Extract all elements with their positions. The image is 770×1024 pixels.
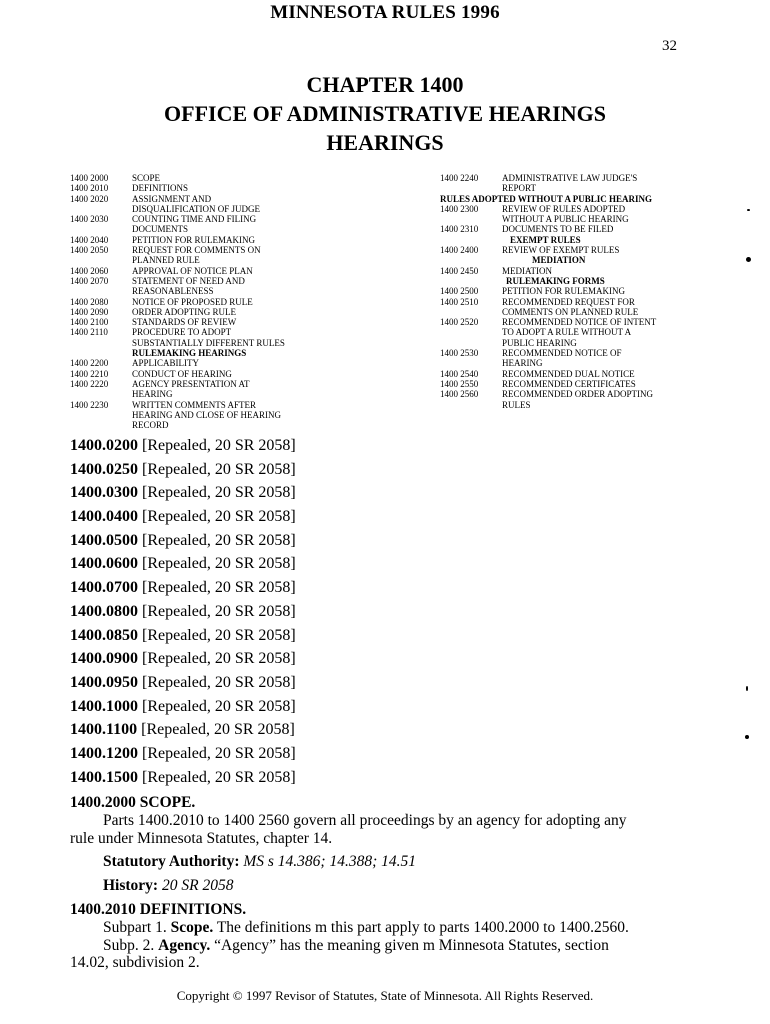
- toc-part-title: CONDUCT OF HEARING: [132, 368, 232, 379]
- repealed-note: [Repealed, 20 SR 2058]: [142, 744, 296, 762]
- toc-part-title: APPROVAL OF NOTICE PLAN: [132, 265, 253, 276]
- repealed-part: [70, 529, 670, 553]
- toc-part-number: 1400 2220: [70, 378, 109, 389]
- toc-entry: [440, 297, 760, 307]
- repealed-part: [70, 624, 670, 648]
- toc-entry: [70, 235, 430, 245]
- toc-part-title: ASSIGNMENT AND: [132, 193, 212, 204]
- toc-part-number: [440, 358, 502, 368]
- toc-part-title: PETITION FOR RULEMAKING: [502, 286, 625, 297]
- statutory-authority-label: Statutory Authority:: [103, 853, 240, 871]
- toc-entry: [70, 276, 430, 286]
- repealed-part-number: 1400.0850: [70, 626, 138, 644]
- toc-part-number: 1400 2300: [440, 203, 479, 214]
- toc-entry: [70, 183, 430, 193]
- history: [70, 877, 690, 895]
- toc-part-title: NOTICE OF PROPOSED RULE: [132, 296, 253, 307]
- toc-entry: [440, 214, 760, 224]
- toc-part-number: [70, 389, 132, 399]
- repealed-note: [Repealed, 20 SR 2058]: [142, 531, 296, 549]
- section-heading-scope: 1400.2000 SCOPE.: [70, 794, 196, 811]
- toc-group-heading: RULES ADOPTED WITHOUT A PUBLIC HEARING: [440, 193, 652, 204]
- toc-entry: [440, 266, 760, 276]
- toc-part-number: [70, 420, 132, 430]
- toc-entry: [440, 276, 760, 286]
- repealed-part-number: 1400.0800: [70, 602, 138, 620]
- scope-paragraph-line1: Parts 1400.2010 to 1400 2560 govern all proceedings by an agency for adopting any: [103, 811, 627, 829]
- repealed-parts-list: [70, 434, 670, 789]
- repealed-part: [70, 505, 670, 529]
- toc-part-number: [440, 307, 502, 317]
- toc-entry: [70, 214, 430, 224]
- repealed-part: [70, 647, 670, 671]
- subpart-2-label: Agency.: [158, 936, 211, 954]
- toc-part-number: 1400 2510: [440, 296, 479, 307]
- toc-entry: [440, 204, 760, 214]
- toc-entry: [70, 204, 430, 214]
- toc-part-number: 1400 2200: [70, 358, 109, 369]
- scan-speck: [746, 257, 751, 262]
- toc-part-number: [70, 410, 132, 420]
- page-number: 32: [662, 38, 677, 54]
- toc-entry: [70, 255, 430, 265]
- toc-part-number: [440, 276, 502, 286]
- toc-part-number: 1400 2030: [70, 214, 109, 225]
- toc-group-heading: RULEMAKING HEARINGS: [132, 348, 247, 359]
- toc-part-number: 1400 2400: [440, 245, 479, 256]
- repealed-part-number: 1400.1200: [70, 744, 138, 762]
- toc-entry: [70, 297, 430, 307]
- repealed-part-number: 1400.0700: [70, 579, 138, 597]
- toc-part-number: 1400 2090: [70, 306, 109, 317]
- toc-left-column: [70, 173, 430, 430]
- toc-part-number: 1400 2310: [440, 224, 479, 235]
- repealed-part: [70, 742, 670, 766]
- repealed-note: [Repealed, 20 SR 2058]: [141, 721, 295, 739]
- toc-part-number: 1400 2540: [440, 368, 479, 379]
- toc-entry: [70, 379, 430, 389]
- toc-entry: [440, 183, 760, 193]
- toc-part-number: 1400 2450: [440, 265, 479, 276]
- chapter-title: CHAPTER 1400: [306, 72, 464, 97]
- running-head: MINNESOTA RULES 1996: [270, 2, 500, 23]
- toc-part-number: [70, 286, 132, 296]
- repealed-part: [70, 434, 670, 458]
- toc-part-title: RECOMMENDED ORDER ADOPTING: [502, 389, 654, 400]
- toc-entry: [70, 224, 430, 234]
- toc-part-title: STANDARDS OF REVIEW: [132, 317, 237, 328]
- toc-entry: [440, 245, 760, 255]
- toc-entry: [70, 266, 430, 276]
- repealed-part: [70, 481, 670, 505]
- toc-part-number: [440, 235, 502, 245]
- toc-entry: [440, 348, 760, 358]
- chapter-subtitle: HEARINGS: [326, 130, 444, 155]
- repealed-part-number: 1400.0200: [70, 437, 138, 454]
- toc-part-title: RULEMAKING FORMS: [506, 275, 605, 286]
- toc-part-title: PETITION FOR RULEMAKING: [132, 234, 255, 245]
- toc-part-title: TO ADOPT A RULE WITHOUT A: [502, 327, 632, 338]
- repealed-part-number: 1400.0900: [70, 650, 138, 668]
- toc-part-number: 1400 2040: [70, 234, 109, 245]
- toc-entry: [440, 400, 760, 410]
- toc-part-number: 1400 2100: [70, 317, 109, 328]
- toc-part-number: [70, 255, 132, 265]
- repealed-note: [Repealed, 20 SR 2058]: [142, 697, 296, 715]
- toc-part-title: REVIEW OF EXEMPT RULES: [502, 245, 620, 256]
- toc-entry: [70, 389, 430, 399]
- repealed-part-number: 1400.1100: [70, 721, 138, 739]
- copyright-footer: Copyright © 1997 Revisor of Statutes, State of Minnesota. All Rights Reserved.: [176, 988, 594, 1003]
- toc-part-title: WRITTEN COMMENTS AFTER: [132, 399, 257, 410]
- toc-part-title: COUNTING TIME AND FILING: [132, 214, 257, 225]
- toc-part-title: SCOPE: [132, 173, 161, 183]
- repealed-note: [Repealed, 20 SR 2058]: [142, 555, 296, 573]
- toc-entry: [70, 420, 430, 430]
- repealed-part: [70, 458, 670, 482]
- toc-part-title: HEARING AND CLOSE OF HEARING: [132, 409, 282, 420]
- subpart-1: [70, 919, 690, 937]
- subpart-2-text-line1: “Agency” has the meaning given m Minnesota Statutes, section: [214, 936, 609, 954]
- repealed-part: [70, 695, 670, 719]
- toc-entry: [70, 400, 430, 410]
- toc-part-title: REASONABLENESS: [132, 286, 214, 297]
- toc-entry: [70, 317, 430, 327]
- history-value: 20 SR 2058: [161, 877, 234, 895]
- repealed-part: [70, 671, 670, 695]
- repealed-note: [Repealed, 20 SR 2058]: [142, 508, 296, 526]
- toc-part-number: 1400 2110: [70, 327, 108, 338]
- toc-part-number: 1400 2000: [70, 173, 109, 183]
- subpart-1-prefix: Subpart 1.: [103, 918, 167, 936]
- toc-part-number: 1400 2230: [70, 399, 109, 410]
- toc-entry: [440, 173, 760, 183]
- toc-part-title: PLANNED RULE: [132, 255, 200, 266]
- toc-entry: [70, 307, 430, 317]
- subpart-2: [70, 937, 690, 973]
- repealed-part: [70, 718, 670, 742]
- toc-part-title: DISQUALIFICATION OF JUDGE: [132, 203, 260, 214]
- toc-part-title: REVIEW OF RULES ADOPTED: [502, 203, 626, 214]
- toc-entry: [70, 173, 430, 183]
- toc-part-title: DOCUMENTS: [132, 224, 189, 235]
- toc-part-number: 1400 2080: [70, 296, 109, 307]
- toc-entry: [70, 338, 430, 348]
- toc-part-title: RULES: [502, 399, 531, 410]
- toc-part-number: 1400 2500: [440, 286, 479, 297]
- repealed-note: [Repealed, 20 SR 2058]: [142, 673, 296, 691]
- scope-paragraph-line2: rule under Minnesota Statutes, chapter 14.: [70, 829, 333, 847]
- toc-part-title: DOCUMENTS TO BE FILED: [502, 224, 614, 235]
- toc-entry: [440, 224, 760, 234]
- repealed-note: [Repealed, 20 SR 2058]: [142, 460, 296, 478]
- toc-part-title: MEDIATION: [532, 255, 586, 266]
- toc-part-title: ORDER ADOPTING RULE: [132, 306, 237, 317]
- scan-speck: [745, 735, 749, 739]
- history-label: History:: [103, 877, 159, 895]
- toc-part-number: 1400 2520: [440, 317, 479, 328]
- toc-part-title: PROCEDURE TO ADOPT: [132, 327, 232, 338]
- toc-part-title: RECOMMENDED NOTICE OF: [502, 348, 622, 359]
- toc-part-title: RECORD: [132, 420, 169, 431]
- toc-entry: [440, 338, 760, 348]
- toc-part-number: 1400 2550: [440, 378, 479, 389]
- repealed-part: [70, 576, 670, 600]
- toc-part-number: [440, 183, 502, 193]
- toc-part-number: 1400 2210: [70, 368, 109, 379]
- scan-speck: [747, 209, 750, 211]
- toc-entry: [70, 286, 430, 296]
- repealed-note: [Repealed, 20 SR 2058]: [142, 484, 296, 502]
- toc-part-title: RECOMMENDED CERTIFICATES: [502, 378, 636, 389]
- toc-entry: [440, 255, 760, 265]
- toc-part-number: 1400 2060: [70, 265, 109, 276]
- toc-part-number: [440, 214, 502, 224]
- agency-title: OFFICE OF ADMINISTRATIVE HEARINGS: [164, 101, 606, 126]
- rule-text: [70, 794, 690, 972]
- toc-part-title: ADMINISTRATIVE LAW JUDGE'S: [502, 173, 638, 183]
- toc-entry: [440, 379, 760, 389]
- toc-part-title: REPORT: [502, 183, 536, 194]
- subpart-2-text-line2: 14.02, subdivision 2.: [70, 954, 200, 972]
- toc-part-title: HEARING: [132, 389, 173, 400]
- toc-part-title: RECOMMENDED DUAL NOTICE: [502, 368, 635, 379]
- toc-part-number: [440, 400, 502, 410]
- toc-part-title: EXEMPT RULES: [510, 234, 581, 245]
- subpart-1-text: The definitions m this part apply to parts 1400.2000 to 1400.2560.: [216, 918, 629, 936]
- toc-part-number: 1400 2240: [440, 173, 479, 183]
- statutory-authority: [70, 853, 690, 871]
- toc-entry: [440, 235, 760, 245]
- subpart-1-label: Scope.: [170, 918, 214, 936]
- repealed-part: [70, 552, 670, 576]
- toc-part-title: DEFINITIONS: [132, 183, 188, 194]
- repealed-part-number: 1400.1500: [70, 768, 138, 786]
- toc-part-title: APPLICABILITY: [132, 358, 199, 369]
- toc-part-number: [440, 327, 502, 337]
- scan-speck: [746, 686, 748, 691]
- toc-entry: [440, 286, 760, 296]
- toc-entry: [440, 317, 760, 327]
- repealed-part-number: 1400.1000: [70, 697, 138, 715]
- toc-part-number: 1400 2010: [70, 183, 109, 194]
- repealed-note: [Repealed, 20 SR 2058]: [142, 437, 296, 454]
- toc-entry: [440, 369, 760, 379]
- toc-part-title: SUBSTANTIALLY DIFFERENT RULES: [132, 337, 285, 348]
- toc-entry: [70, 194, 430, 204]
- section-heading-definitions: 1400.2010 DEFINITIONS.: [70, 900, 247, 918]
- toc-part-number: 1400 2560: [440, 389, 479, 400]
- repealed-part-number: 1400.0600: [70, 555, 138, 573]
- toc-part-title: COMMENTS ON PLANNED RULE: [502, 306, 639, 317]
- toc-entry: [70, 245, 430, 255]
- repealed-part: [70, 600, 670, 624]
- toc-entry: [70, 410, 430, 420]
- toc-part-title: PUBLIC HEARING: [502, 337, 577, 348]
- toc-part-number: [70, 338, 132, 348]
- toc-part-title: RECOMMENDED REQUEST FOR: [502, 296, 635, 307]
- toc-part-title: MEDIATION: [502, 265, 552, 276]
- toc-part-number: [440, 255, 502, 265]
- repealed-note: [Repealed, 20 SR 2058]: [142, 579, 296, 597]
- repealed-part-number: 1400.0250: [70, 460, 138, 478]
- toc-part-number: 1400 2020: [70, 193, 109, 204]
- repealed-part: [70, 766, 670, 790]
- repealed-note: [Repealed, 20 SR 2058]: [142, 626, 296, 644]
- repealed-note: [Repealed, 20 SR 2058]: [142, 650, 296, 668]
- repealed-part-number: 1400.0400: [70, 508, 138, 526]
- scope-paragraph: [70, 812, 690, 848]
- toc-entry: [440, 327, 760, 337]
- repealed-part-number: 1400.0500: [70, 531, 138, 549]
- toc-entry: [70, 369, 430, 379]
- toc-part-number: 1400 2050: [70, 245, 109, 256]
- toc-part-number: [70, 224, 132, 234]
- toc-entry: [440, 389, 760, 399]
- toc-entry: [440, 307, 760, 317]
- toc-right-column: [440, 173, 760, 410]
- statutory-authority-value: MS s 14.386; 14.388; 14.51: [243, 853, 417, 871]
- subpart-2-prefix: Subp. 2.: [103, 936, 155, 954]
- toc-entry: [440, 358, 760, 368]
- toc-part-title: HEARING: [502, 358, 543, 369]
- toc-part-number: [440, 338, 502, 348]
- repealed-part-number: 1400.0300: [70, 484, 138, 502]
- toc-entry: [70, 358, 430, 368]
- toc-part-number: 1400 2070: [70, 275, 109, 286]
- toc-part-number: 1400 2530: [440, 348, 479, 359]
- toc-part-title: REQUEST FOR COMMENTS ON: [132, 245, 261, 256]
- toc-entry: [70, 327, 430, 337]
- toc-part-title: WITHOUT A PUBLIC HEARING: [502, 214, 629, 225]
- toc-part-number: [70, 204, 132, 214]
- repealed-note: [Repealed, 20 SR 2058]: [142, 768, 296, 786]
- toc-part-title: AGENCY PRESENTATION AT: [132, 378, 250, 389]
- repealed-note: [Repealed, 20 SR 2058]: [142, 602, 296, 620]
- toc-part-title: RECOMMENDED NOTICE OF INTENT: [502, 317, 657, 328]
- toc-part-title: STATEMENT OF NEED AND: [132, 275, 245, 286]
- repealed-part-number: 1400.0950: [70, 673, 138, 691]
